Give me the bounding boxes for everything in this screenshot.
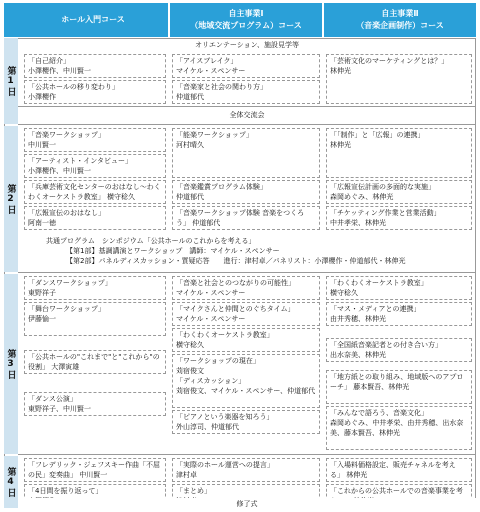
session-title: 「これからの公共ホールでの音楽事業を考 bbox=[330, 487, 463, 495]
session-title: 「芸術文化のマーケティングとは？」 bbox=[330, 57, 449, 65]
session-lecturer: 伊藤愉一 bbox=[28, 315, 56, 323]
session-title: 「実際のホール運営への提言」 bbox=[176, 461, 274, 469]
session-lecturer: 小澤櫻作、中川賢一 bbox=[28, 167, 91, 175]
header-program1-course bbox=[170, 3, 322, 37]
session-lecturer: 藤本賢吾、林伸光 bbox=[353, 383, 410, 391]
session-lecturer: 苅宿俊文 bbox=[176, 367, 204, 375]
session-title: 「マス・メディアとの連携」 bbox=[330, 305, 421, 313]
session-lecturer: 出水奈美、林伸光 bbox=[330, 351, 386, 359]
session-cell bbox=[172, 180, 320, 204]
header-intro-course bbox=[18, 3, 168, 37]
header-corner bbox=[4, 3, 18, 37]
day1-label: 第1日 bbox=[4, 38, 18, 124]
session-lecturer: 林伸光 bbox=[330, 67, 351, 75]
session-title: 「みんなで語ろう、音楽文化」 bbox=[330, 409, 428, 417]
session-lecturer: 中川賢一 bbox=[28, 141, 56, 149]
session-cell bbox=[24, 54, 166, 78]
session-lecturer: 横守稔久 bbox=[330, 289, 358, 297]
session-lecturer: 大澤寅雄 bbox=[51, 363, 80, 371]
session-lecturer: 阿南一徳 bbox=[28, 219, 56, 227]
session-title: 「公共ホールの移り変わり」 bbox=[28, 83, 119, 91]
session-title: 「入場料価格設定、販売チャネルを考える」 bbox=[330, 461, 456, 479]
session-cell bbox=[172, 206, 320, 230]
orientation-row: オリエンテーション、施設見学等 bbox=[194, 41, 300, 49]
session-title: 「兵庫芸術文化センターのおはなし〜わくわくオーケストラ教室」 bbox=[28, 183, 161, 201]
symposium-block bbox=[22, 236, 472, 266]
session-title: 「フレデリック・ジェフスキー作曲「不屈の民」変奏曲」 bbox=[28, 461, 161, 479]
session-lecturer: 小澤櫻作、中川賢一 bbox=[28, 67, 91, 75]
session-lecturer: 仲道郁代 bbox=[176, 193, 204, 201]
session-title: 「ダンスワークショップ」 bbox=[28, 279, 112, 287]
session-title: 「地方紙との取り組み、地域版へのアプローチ」 bbox=[330, 373, 464, 391]
session-title: 「ディスカッション」 bbox=[176, 377, 246, 385]
session-cell bbox=[326, 406, 472, 450]
session-title: 「わくわくオーケストラ教室」 bbox=[330, 279, 428, 287]
session-lecturer: 小澤櫻作 bbox=[28, 93, 56, 101]
session-cell bbox=[172, 302, 320, 326]
header-program2-line2: （音楽企画制作）コース bbox=[356, 21, 444, 30]
session-title: 「チケッティング作業と営業活動」 bbox=[330, 209, 441, 217]
session-lecturer: 林伸光 bbox=[346, 471, 368, 479]
session-cell bbox=[172, 80, 320, 104]
session-lecturer: 河村晴久 bbox=[176, 141, 204, 149]
session-cell bbox=[172, 54, 320, 78]
closing-row: 修了式 bbox=[18, 498, 476, 510]
symposium-part2: 【第2部】パネルディスカッション・質疑応答 進行：津村卓／パネリスト：小澤櫻作・仲道郁代・林伸光 bbox=[66, 257, 406, 265]
session-title: 「自己紹介」 bbox=[28, 57, 70, 65]
session-title: 「舞台ワークショップ」 bbox=[28, 305, 105, 313]
session-title: 「マイクさんと仲間とのぐちタイム」 bbox=[176, 305, 295, 313]
row-divider bbox=[18, 124, 476, 125]
session-title: 「ピアノという楽器を知ろう」 bbox=[176, 413, 274, 421]
session-lecturer: 横守稔久 bbox=[176, 341, 204, 349]
session-cell bbox=[326, 206, 472, 230]
session-title: 「広報宣伝のおはなし」 bbox=[28, 209, 105, 217]
session-cell bbox=[326, 302, 472, 326]
session-title: 「まとめ」 bbox=[176, 487, 211, 495]
session-title: 「音楽家と社会の関わり方」 bbox=[176, 83, 267, 91]
symposium-title: 共通プログラム シンポジウム「公共ホールのこれからを考える」 bbox=[46, 237, 256, 245]
session-lecturer: 仲道郁代 bbox=[192, 219, 221, 227]
session-cell bbox=[326, 370, 472, 404]
day2-label: 第2日 bbox=[4, 126, 18, 272]
session-cell bbox=[172, 410, 320, 434]
session-lecturer: マイケル・スペンサー bbox=[176, 289, 246, 297]
session-cell bbox=[326, 458, 472, 482]
session-lecturer: マイケル・スペンサー bbox=[176, 315, 246, 323]
session-cell bbox=[172, 276, 320, 300]
session-cell bbox=[24, 276, 166, 300]
session-title: 「4日間を振り返って」 bbox=[28, 487, 103, 495]
session-lecturer: 仲道郁代 bbox=[176, 93, 204, 101]
session-title: 「公共ホールの"これまで"と"これから"の役割」 bbox=[28, 353, 160, 371]
session-cell bbox=[172, 458, 320, 482]
session-cell bbox=[172, 328, 320, 352]
session-cell bbox=[24, 302, 166, 336]
session-lecturer: 横守稔久 bbox=[106, 193, 135, 201]
row-divider bbox=[18, 272, 476, 273]
session-cell bbox=[24, 154, 166, 178]
session-lecturer: 中川賢一 bbox=[79, 471, 108, 479]
session-cell bbox=[24, 458, 166, 482]
session-cell bbox=[326, 338, 472, 362]
session-lecturer: 林伸光 bbox=[330, 141, 351, 149]
session-cell bbox=[172, 354, 320, 408]
session-lecturer: 東野祥子、中川賢一 bbox=[28, 405, 91, 413]
session-title: 「音楽鑑賞プログラム体験」 bbox=[176, 183, 267, 191]
header-program2-course bbox=[324, 3, 476, 37]
symposium-part1: 【第1部】基調講演とワークショップ 講師：マイケル・スペンサー bbox=[66, 247, 280, 255]
session-lecturer: 森岡めぐみ、林伸光 bbox=[330, 193, 394, 201]
session-lecturer: 東野祥子 bbox=[28, 289, 56, 297]
session-cell bbox=[24, 180, 166, 204]
session-lecturer: マイケル・スペンサー bbox=[176, 67, 246, 75]
session-title: 「音楽ワークショップ体験 音楽をつくろう」 bbox=[176, 209, 305, 227]
header-program1-line1: 自主事業Ⅰ bbox=[228, 9, 264, 18]
session-cell bbox=[24, 392, 166, 416]
session-cell bbox=[172, 128, 320, 178]
session-cell bbox=[24, 350, 166, 374]
day4-label: 第4日 bbox=[4, 456, 18, 508]
session-title: 「「制作」と「広報」の連携」 bbox=[330, 131, 425, 139]
exchange-row: 全体交流会 bbox=[229, 111, 265, 119]
session-lecturer: 中井孝栄、林伸光 bbox=[330, 219, 386, 227]
session-title: 「わくわくオーケストラ教室」 bbox=[176, 331, 274, 339]
header-program2-line1: 自主事業Ⅱ bbox=[381, 9, 419, 18]
session-title: 「広報宣伝計画の多面的な実施」 bbox=[330, 183, 435, 191]
session-lecturer: 津村卓 bbox=[176, 471, 197, 479]
session-title: 「ダンス公演」 bbox=[28, 395, 77, 403]
session-cell bbox=[326, 276, 472, 300]
day3-label: 第3日 bbox=[4, 274, 18, 454]
session-title: 「ワークショップの現在」 bbox=[176, 357, 260, 365]
session-cell bbox=[24, 206, 166, 230]
session-title: 「音楽と社会とのつながりの可能性」 bbox=[176, 279, 295, 287]
session-cell bbox=[326, 180, 472, 204]
header-intro-label: ホール入門コース bbox=[61, 15, 125, 24]
row-divider bbox=[18, 454, 476, 455]
session-cell bbox=[326, 128, 472, 178]
session-cell bbox=[24, 128, 166, 152]
header-program1-line2: （地域交流プログラム）コース bbox=[190, 21, 302, 30]
session-title: 「全国紙音楽記者との付き合い方」 bbox=[330, 341, 442, 349]
session-lecturer: 外山淳司、仲道郁代 bbox=[176, 423, 239, 431]
session-title: 「アイスブレイク」 bbox=[176, 57, 238, 65]
session-title: 「能楽ワークショップ」 bbox=[176, 131, 253, 139]
session-lecturer: 苅宿俊文、マイケル・スペンサー、仲道郁代 bbox=[176, 387, 316, 395]
session-cell bbox=[24, 80, 166, 104]
session-lecturer: 森岡めぐみ、中井孝栄、由井秀穂、出水奈美、藤本賢吾、林伸光 bbox=[330, 419, 464, 437]
session-title: 「音楽ワークショップ」 bbox=[28, 131, 105, 139]
session-lecturer: 由井秀穂、林伸光 bbox=[330, 315, 386, 323]
session-title: 「アーティスト・インタビュー」 bbox=[28, 157, 132, 165]
session-cell bbox=[326, 54, 472, 104]
